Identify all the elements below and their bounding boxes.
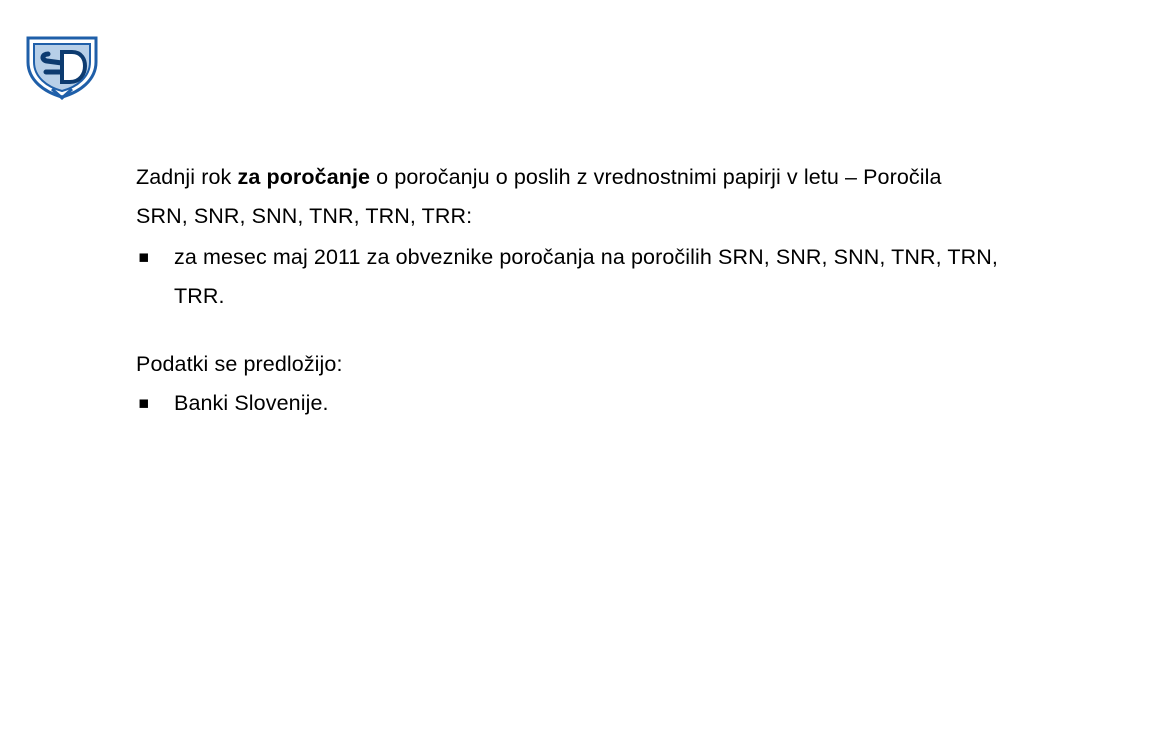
slide-body [136, 158, 1036, 423]
heading-line-2: SRN, SNR, SNN, TNR, TRN, TRR: [136, 204, 473, 228]
spacer-between-sections [136, 316, 1036, 345]
heading-bold-part: za poročanje [237, 165, 371, 189]
heading-line-1 [136, 158, 1036, 197]
bullet-list-bottom [136, 384, 1036, 423]
sd-shield-logo [22, 32, 102, 100]
list-item-label: Banki Slovenije. [174, 391, 329, 415]
list-item-label: za mesec maj 2011 za obveznike poročanja na poročilih SRN, SNR, SNN, TNR, TRN, TRR. [174, 245, 998, 308]
subheading: Podatki se predložijo: [136, 352, 343, 376]
list-item [136, 238, 1036, 316]
bullet-marker-icon: ▪ [138, 247, 150, 267]
bullet-marker-icon: ▪ [138, 393, 150, 413]
heading-part-2: o poročanju o poslih z vrednostnimi papirji v letu – Poročila [370, 165, 942, 189]
bullet-list-top [136, 238, 1036, 316]
list-item [136, 384, 1036, 423]
heading-part-1: Zadnji rok [136, 165, 238, 189]
